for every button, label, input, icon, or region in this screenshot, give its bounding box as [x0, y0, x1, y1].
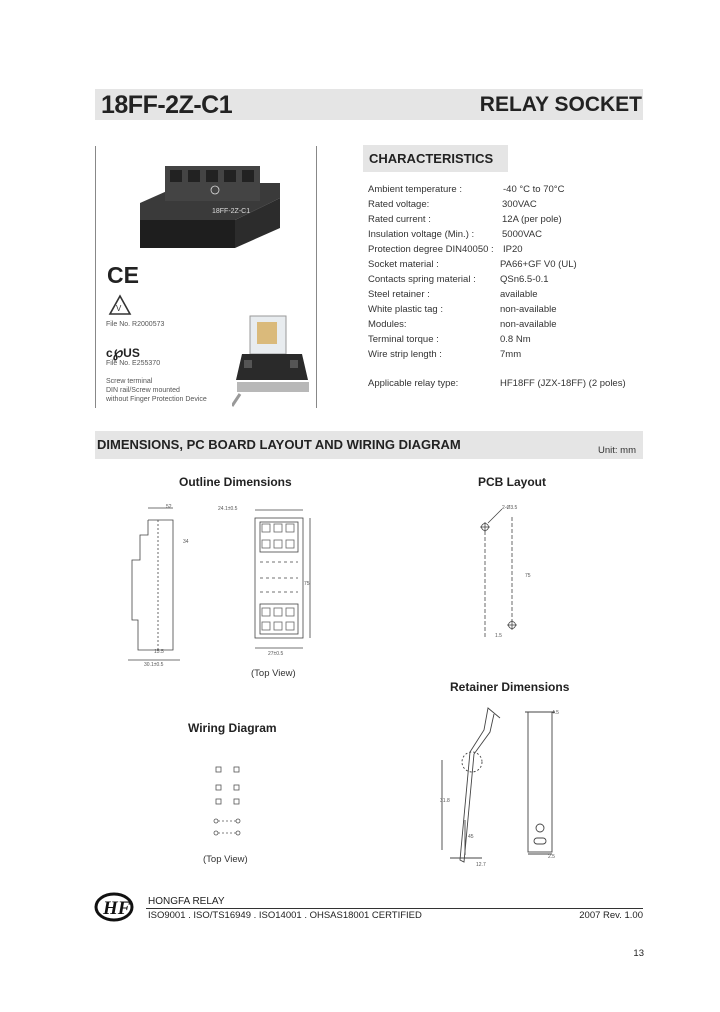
spec-label: Ambient temperature : [368, 184, 462, 195]
spec-value: 0.8 Nm [500, 334, 531, 345]
spec-value: 5000VAC [502, 229, 542, 240]
spec-value: PA66+GF V0 (UL) [500, 259, 577, 270]
page-number: 13 [633, 948, 644, 959]
spec-label: Protection degree DIN40050 : [368, 244, 494, 255]
unit-label: Unit: mm [598, 445, 636, 456]
svg-text:HF: HF [103, 898, 131, 919]
revision: 2007 Rev. 1.00 [579, 910, 643, 921]
spec-value: 7mm [500, 349, 522, 360]
wiring-diagram-title: Wiring Diagram [188, 721, 277, 735]
ce-mark-icon: CE [107, 262, 139, 288]
retainer-label-b: 31.8 [440, 798, 450, 804]
feature-list [106, 377, 207, 404]
socket-photo [130, 158, 310, 258]
spec-label: Rated current : [368, 214, 431, 225]
retainer-label-c: 45 [468, 834, 474, 840]
spec-label: Rated voltage: [368, 199, 430, 210]
dim-width-top: 24.1±0.5 [218, 506, 238, 512]
dim-top: 52 [166, 504, 172, 510]
company-name: HONGFA RELAY [148, 896, 225, 907]
spec-value: QSn6.5-0.1 [500, 274, 549, 285]
spec-label: Modules: [368, 319, 407, 330]
spec-value: available [500, 289, 538, 300]
spec-label: Wire strip length : [368, 349, 442, 360]
wiring-diagram-drawing [198, 755, 268, 845]
certifications: ISO9001 . ISO/TS16949 . ISO14001 . OHSAS18001 CERTIFIED [148, 910, 422, 921]
outline-dimensions-title: Outline Dimensions [179, 475, 292, 489]
spec-label: White plastic tag : [368, 304, 443, 315]
retainer-label-d: 12.7 [476, 862, 486, 868]
ul-mark-icon: c℘US [106, 344, 140, 361]
retainer-dimensions-title: Retainer Dimensions [450, 680, 570, 694]
dim-bottom-1: 15.5 [154, 649, 164, 655]
spec-value: IP20 [503, 244, 523, 255]
dimensions-title: DIMENSIONS, PC BOARD LAYOUT AND WIRING DIAGRAM [97, 437, 461, 452]
ul-file-number: File No. E255370 [106, 360, 161, 367]
spec-label: Insulation voltage (Min.) : [368, 229, 475, 240]
footer-divider [146, 908, 643, 909]
feature-item: Screw terminal [106, 378, 153, 385]
hongfa-logo-icon [94, 892, 142, 922]
dim-length: 75 [304, 581, 310, 587]
spec-value: non-available [500, 304, 557, 315]
feature-item: without Finger Protection Device [106, 396, 207, 403]
outline-side-view-drawing [118, 500, 198, 670]
spec-value: -40 °C to 70°C [503, 184, 565, 195]
applicable-label: Applicable relay type: [368, 378, 459, 389]
spec-label: Contacts spring material : [368, 274, 476, 285]
characteristics-title: CHARACTERISTICS [369, 151, 494, 166]
spec-label: Socket material : [368, 259, 439, 270]
pcb-layout-drawing [470, 497, 540, 647]
svg-text:V: V [116, 304, 122, 313]
spec-value: 300VAC [502, 199, 537, 210]
vde-triangle-icon [108, 294, 132, 316]
model-title: 18FF-2Z-C1 [101, 91, 233, 119]
applicable-value: HF18FF (JZX-18FF) (2 poles) [500, 378, 626, 389]
dim-bottom-2: 30.1±0.5 [144, 662, 164, 668]
pcb-span-label: 75 [525, 573, 531, 579]
outline-top-view-drawing [210, 500, 320, 662]
retainer-drawing [430, 700, 570, 870]
category-title: RELAY SOCKET [479, 93, 642, 116]
vde-file-number: File No. R2000573 [106, 321, 165, 328]
pcb-d-label: 1.5 [495, 633, 502, 639]
dim-width-bottom: 27±0.5 [268, 651, 284, 657]
retainer-label-e: 2.5 [548, 854, 555, 860]
outline-top-view-caption: (Top View) [251, 668, 296, 679]
spec-value: non-available [500, 319, 557, 330]
panel-right-border [316, 146, 317, 408]
spec-label: Steel retainer : [368, 289, 430, 300]
retainer-label-a: 4.5 [552, 710, 559, 716]
panel-left-border [95, 146, 96, 408]
spec-label: Terminal torque : [368, 334, 439, 345]
pcb-hole-label: 2-Ø3.5 [502, 505, 518, 511]
pcb-layout-title: PCB Layout [478, 475, 547, 489]
wiring-top-view-caption: (Top View) [203, 854, 248, 865]
socket-photo-label: 18FF-2Z-C1 [212, 208, 251, 215]
feature-item: DIN rail/Screw mounted [106, 387, 180, 394]
spec-value: 12A (per pole) [502, 214, 562, 225]
dim-side: 34 [183, 539, 189, 545]
relay-on-rail-photo [232, 312, 312, 407]
